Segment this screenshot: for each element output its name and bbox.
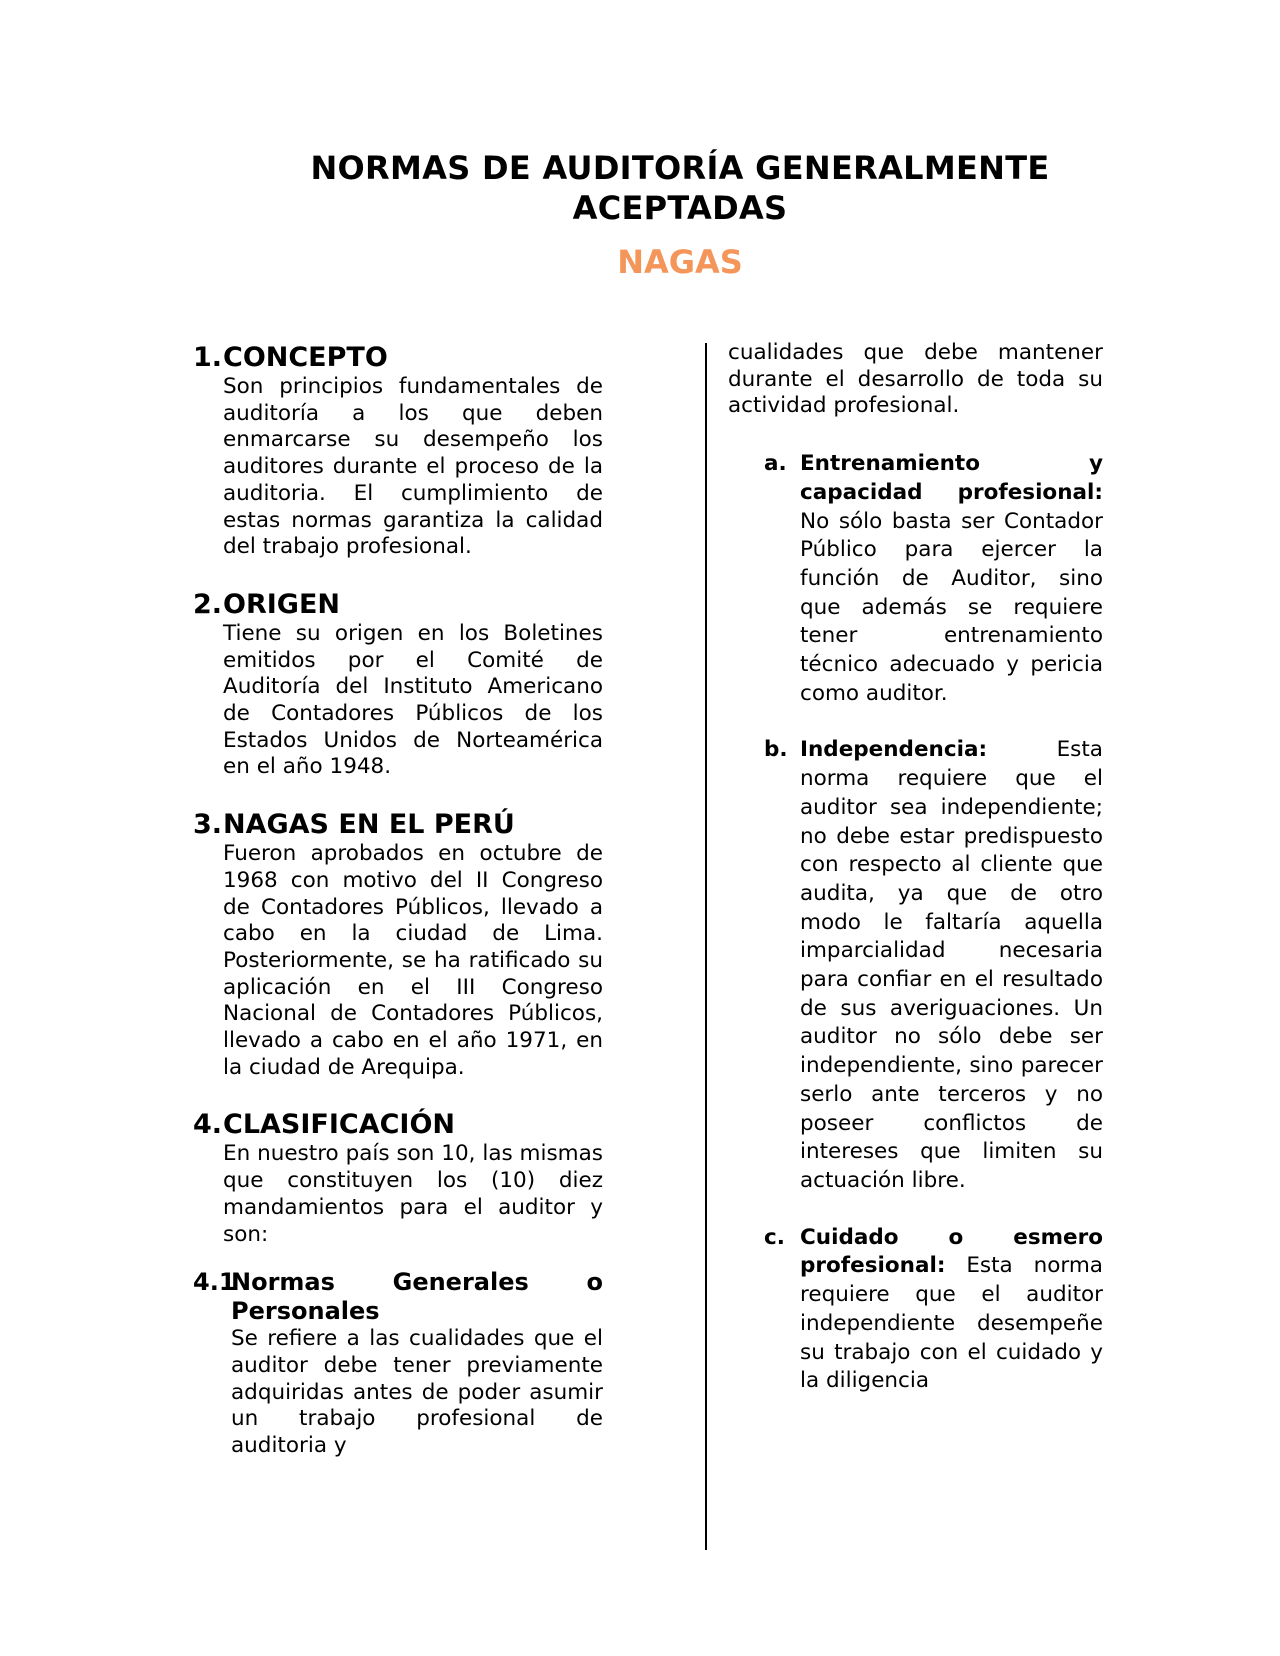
list-item-letter: a.	[764, 451, 787, 477]
section-number: 2.	[193, 588, 223, 620]
list-item-title: Independencia:	[800, 737, 988, 763]
section-body: Fueron aprobados en octubre de 1968 con motivo del II Congreso de Contadores Públicos, llevado a cabo en la ciudad de Lima. Posteriormente, se ha ratificado su aplicación en el III Congreso Nacional de Contadores Públicos, llevado a cabo en el año 1971, en la ciudad de Arequipa.	[223, 841, 603, 1080]
list-item-entrenamiento	[728, 450, 1103, 708]
section-number: 4.	[193, 1109, 223, 1141]
section-body: En nuestro país son 10, las mismas que constituyen los (10) diez mandamientos para el auditor y son:	[223, 1141, 603, 1247]
section-nagas-peru	[193, 809, 603, 1081]
section-heading	[193, 589, 603, 621]
left-column	[193, 340, 603, 1488]
list-item-text	[800, 1224, 1103, 1396]
subsection-heading	[193, 1268, 603, 1297]
section-concepto	[193, 342, 603, 561]
section-heading	[193, 809, 603, 841]
list-item-body: Esta norma requiere que el auditor independiente desempeñe su trabajo con el cuidado y la diligencia	[800, 1253, 1103, 1394]
section-heading	[193, 342, 603, 374]
section-body: Son principios fundamentales de auditoría a los que deben enmarcarse su desempeño los auditores durante el proceso de la auditoria. El cumplimiento de estas normas garantiza la calidad del trabajo profesional.	[223, 374, 603, 560]
continued-paragraph: cualidades que debe mantener durante el desarrollo de toda su actividad profesional.	[728, 340, 1103, 419]
column-divider	[705, 343, 707, 1550]
subsection-normas-generales	[193, 1268, 603, 1460]
section-number: 3.	[193, 809, 223, 841]
list-item-text	[800, 450, 1103, 708]
list-item-text	[800, 736, 1103, 1195]
list-item-letter: b.	[764, 737, 788, 763]
document-title: NORMAS DE AUDITORÍA GENERALMENTE ACEPTADAS	[310, 149, 1050, 227]
list-item-cuidado	[728, 1224, 1103, 1396]
section-title: CLASIFICACIÓN	[223, 1109, 456, 1141]
section-title: CONCEPTO	[223, 342, 388, 373]
section-heading	[193, 1109, 603, 1141]
list-item-body: No sólo basta ser Contador Público para ejercer la función de Auditor, sino que además se requiere tener entrenamiento técnico adecuado y pericia como auditor.	[800, 508, 1103, 706]
section-origen	[193, 589, 603, 781]
subsection-number: 4.1	[193, 1268, 236, 1297]
subsection-title-continued: Personales	[231, 1297, 380, 1326]
section-title: NAGAS EN EL PERÚ	[223, 809, 515, 841]
subsection-title: Normas Generales o	[231, 1268, 603, 1297]
list-item-title: Cuidado o esmero profesional:	[800, 1224, 1103, 1279]
document-subtitle: NAGAS	[617, 243, 743, 281]
section-body: Tiene su origen en los Boletines emitidos por el Comité de Auditoría del Instituto Americano de Contadores Públicos de los Estados Unidos de Norteamérica en el año 1948.	[223, 620, 603, 780]
list-item-title: Entrenamiento y capacidad profesional:	[800, 451, 1103, 505]
list-item-body: Esta norma requiere que el auditor sea independiente; no debe estar predispuesto con respecto al cliente que audita, ya que de otro modo le faltaría aquella imparcialidad necesaria para confiar en el resultado de sus averiguaciones. Un auditor no sólo debe ser independiente, sino parecer serlo ante terceros y no poseer conflictos de intereses que limiten su actuación libre.	[800, 737, 1103, 1193]
list-item-independencia	[728, 736, 1103, 1195]
list-item-letter: c.	[764, 1224, 785, 1250]
section-title: ORIGEN	[223, 588, 340, 620]
right-column	[728, 340, 1103, 1424]
subsection-body: Se refiere a las cualidades que el auditor debe tener previamente adquiridas antes de poder asumir un trabajo profesional de auditoria y	[231, 1326, 603, 1459]
section-clasificacion	[193, 1109, 603, 1248]
section-number: 1.	[193, 342, 223, 373]
